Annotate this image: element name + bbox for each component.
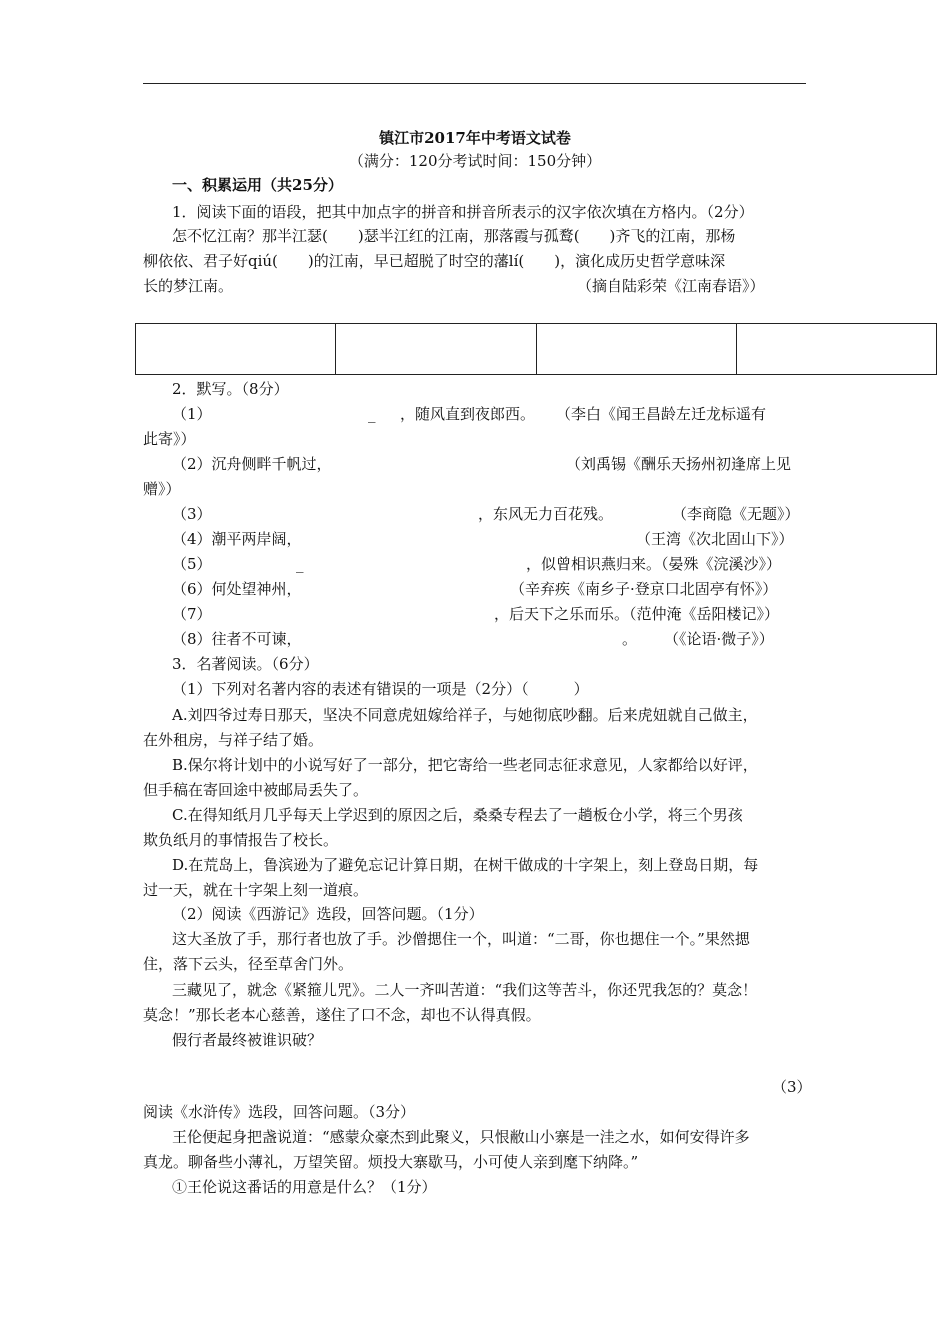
q2-item-number: （3）	[172, 505, 212, 523]
q3-option-c: 欺负纸月的事情报告了校长。	[143, 831, 339, 849]
q3-part-3: 阅读《水浒传》选段，回答问题。（3分）	[143, 1103, 416, 1121]
q2-item-text: 。	[622, 630, 638, 648]
q2-item-source: 此寄》）	[143, 430, 196, 448]
q2-item-source: （《论语·微子》）	[664, 630, 774, 648]
q1-source: （摘自陆彩荣《江南春语》）	[577, 277, 765, 295]
q3-part-1: （1）下列对名著内容的表述有错误的一项是（2分）（ ）	[172, 680, 589, 698]
q3-stem: 3．名著阅读。（6分）	[172, 655, 319, 673]
q2-item-number: （1）	[172, 405, 212, 423]
q3-excerpt-line: 莫念！”那长老本心慈善，遂住了口不念，却也不认得真假。	[143, 1006, 541, 1024]
q3-part-3-number: （3）	[772, 1078, 812, 1096]
q3-part-2: （2）阅读《西游记》选段，回答问题。（1分）	[172, 905, 484, 923]
q3-excerpt-line: 三藏见了，就念《紧箍儿咒》。二人一齐叫苦道：“我们这等苦斗，你还咒我怎的？莫念！	[172, 981, 758, 999]
q3-excerpt-line: 王伦便起身把盏说道：“感蒙众豪杰到此聚义，只恨敝山小寨是一洼之水，如何安得许多	[172, 1128, 750, 1146]
q3-option-c: C.在得知纸月几乎每天上学迟到的原因之后，桑桑专程去了一趟板仓小学，将三个男孩	[172, 806, 743, 824]
q1-stem: 1．阅读下面的语段，把其中加点字的拼音和拼音所表示的汉字依次填在方格内。（2分）	[172, 203, 754, 221]
q3-option-d: D.在荒岛上，鲁滨逊为了避免忘记计算日期，在树干做成的十字架上，刻上登岛日期，每	[172, 856, 759, 874]
q2-stem: 2．默写。（8分）	[172, 380, 289, 398]
exam-subtitle: （满分：120分考试时间：150分钟）	[348, 152, 602, 170]
q3-question: ①王伦说这番话的用意是什么？（1分）	[172, 1178, 437, 1196]
q2-item-source: （刘禹锡《酬乐天扬州初逢席上见	[566, 455, 792, 473]
answer-box[interactable]	[736, 324, 936, 375]
q2-item-text: ，似曾相识燕归来。（晏殊《浣溪沙》）	[526, 555, 782, 573]
q2-item-source: （李白《闻王昌龄左迁龙标遥有	[556, 405, 767, 423]
q2-item-source: （王湾《次北固山下》）	[636, 530, 794, 548]
q3-excerpt-line: 住，落下云头，径至草舍门外。	[143, 955, 354, 973]
q2-item-text: （2）沉舟侧畔千帆过，	[172, 455, 332, 473]
q1-passage-line: 柳依依、君子好qiú( )的江南，早已超脱了时空的藩lí( )，演化成历史哲学意味深	[143, 252, 726, 270]
section-heading: 一、积累运用（共25分）	[172, 176, 343, 194]
q3-excerpt-line: 这大圣放了手，那行者也放了手。沙僧揌住一个，叫道：“二哥，你也揌住一个。”果然揌	[172, 930, 750, 948]
q3-option-a: 在外租房，与祥子结了婚。	[143, 731, 324, 749]
q2-item-number: （7）	[172, 605, 212, 623]
answer-box[interactable]	[336, 324, 536, 375]
q3-option-b: B.保尔将计划中的小说写好了一部分，把它寄给一些老同志征求意见，人家都给以好评，	[172, 756, 758, 774]
q2-item-text: （6）何处望神州，	[172, 580, 302, 598]
q3-question: 假行者最终被谁识破？	[172, 1031, 323, 1049]
q1-passage-line: 长的梦江南。	[143, 277, 234, 295]
header-rule	[143, 83, 806, 84]
q2-item-source: 赠》）	[143, 480, 181, 498]
q2-blank-mark: _	[368, 405, 376, 423]
q3-excerpt-line: 真龙。聊备些小薄礼，万望笑留。烦投大寨歇马，小可使人亲到麾下纳降。”	[143, 1153, 639, 1171]
q1-answer-grid	[135, 323, 937, 375]
q2-blank-mark: _	[296, 555, 304, 573]
answer-box[interactable]	[536, 324, 736, 375]
q3-option-d: 过一天，就在十字架上刻一道痕。	[143, 881, 369, 899]
q2-item-text: （8）往者不可谏，	[172, 630, 302, 648]
q2-item-source: （辛弃疾《南乡子·登京口北固亭有怀》）	[510, 580, 778, 598]
q3-option-a: A.刘四爷过寿日那天，坚决不同意虎妞嫁给祥子，与她彻底吵翻。后来虎妞就自己做主，	[172, 706, 758, 724]
answer-box[interactable]	[136, 324, 336, 375]
q2-item-text: ，随风直到夜郎西。	[400, 405, 536, 423]
q2-item-text: ，东风无力百花残。	[478, 505, 614, 523]
q2-item-text: ，后天下之乐而乐。（范仲淹《岳阳楼记》）	[494, 605, 780, 623]
q2-item-number: （5）	[172, 555, 212, 573]
q2-item-text: （4）潮平两岸阔，	[172, 530, 302, 548]
q1-passage-line: 怎不忆江南？那半江瑟( )瑟半江红的江南，那落霞与孤鹜( )齐飞的江南，那杨	[172, 227, 736, 245]
q3-option-b: 但手稿在寄回途中被邮局丢失了。	[143, 781, 369, 799]
exam-title: 镇江市2017年中考语文试卷	[379, 129, 571, 147]
q2-item-source: （李商隐《无题》）	[672, 505, 800, 523]
